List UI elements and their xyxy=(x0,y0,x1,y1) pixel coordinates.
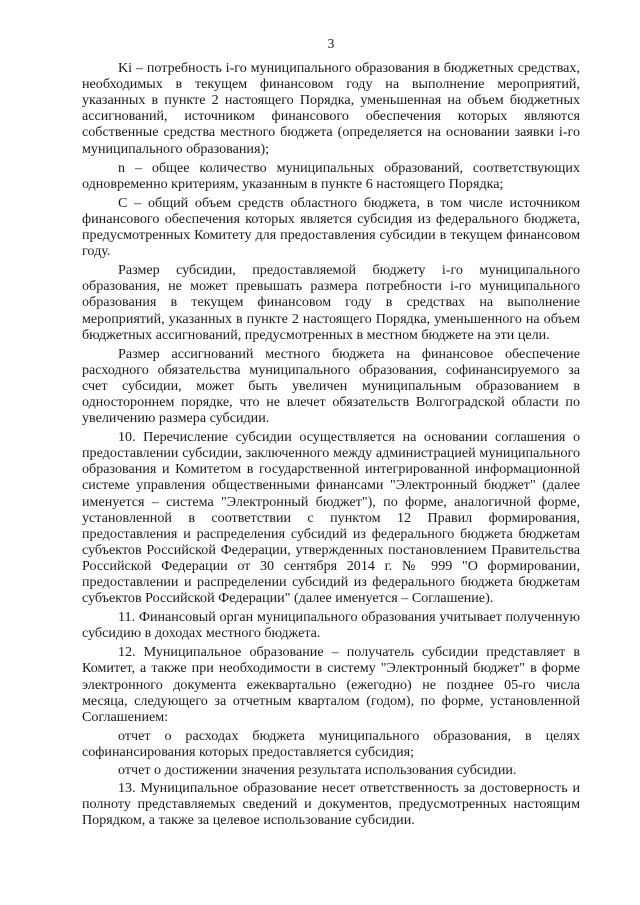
paragraph-ki-definition: Ki – потребность i-го муниципального образования в бюджетных средствах, необходимых в текущем финансовом году на выполнение мероприятий, указанных в пункте 2 настоящего Порядка, уменьшенная на объем бюджетных ассигнований, источником финансового обеспечения которых являются собственные средства местного бюджета (определяется на основании заявки i-го муниципального образования); xyxy=(82,60,580,157)
page-number: 3 xyxy=(327,36,335,51)
paragraph-c-definition: C – общий объем средств областного бюджета, в том числе источником финансового обеспечения которых является субсидия из федерального бюджета, предусмотренных Комитету для предоставления субсидии в текущем финансовом году. xyxy=(82,194,580,260)
paragraph-item-10: 10. Перечисление субсидии осуществляется на основании соглашения о предоставлении субсидии, заключенного между администрацией муниципального образования и Комитетом в государственной интегрированной информационной системе управления общественными финансами "Электронный бюджет" (далее именуется – система "Электронный бюджет"), по форме, аналогичной форме, установленной в соответствии с пунктом 12 Правил формирования, предоставления и распределения субсидий из федерального бюджета бюджетам субъектов Российской Федерации, утвержденных постановлением Правительства Российской Федерации от 30 сентября 2014 г. № 999 "О формировании, предоставлении и распределении субсидий из федерального бюджета бюджетам субъектов Российской Федерации" (далее именуется – Соглашение). xyxy=(82,429,580,607)
paragraph-item-13: 13. Муниципальное образование несет ответственность за достоверность и полноту представляемых сведений и документов, предусмотренных настоящим Порядком, а также за целевое использование субсидии. xyxy=(82,780,580,829)
paragraph-item-12: 12. Муниципальное образование – получатель субсидии представляет в Комитет, а также при необходимости в систему "Электронный бюджет" в форме электронного документа ежеквартально (ежегодно) не позднее 05-го числа месяца, следующего за отчетным кварталом (годом), по форме, установленной Соглашением: xyxy=(82,644,580,725)
paragraph-report-expenses: отчет о расходах бюджета муниципального образования, в целях софинансирования которых предоставляется субсидия; xyxy=(82,727,580,760)
paragraph-report-result: отчет о достижении значения результата использования субсидии. xyxy=(118,762,517,779)
paragraph-item-11: 11. Финансовый орган муниципального образования учитывает полученную субсидию в доходах местного бюджета. xyxy=(82,609,580,642)
paragraph-subsidy-size-limit: Размер субсидии, предоставляемой бюджету i-го муниципального образования, не может превышать размера потребности i-го муниципального образования в текущем финансовом году в средствах на выполнение мероприятий, указанных в пункте 2 настоящего Порядка, уменьшенного на объем бюджетных ассигнований, предусмотренных в местном бюджете на эти цели. xyxy=(82,262,580,343)
paragraph-n-definition: n – общее количество муниципальных образований, соответствующих одновременно критериям, указанным в пункте 6 настоящего Порядка; xyxy=(82,159,580,192)
paragraph-local-budget-increase: Размер ассигнований местного бюджета на финансовое обеспечение расходного обязательства муниципального образования, софинансируемого за счет субсидии, может быть увеличен муниципальным образованием в одностороннем порядке, что не влечет обязательств Волгоградской области по увеличению размера субсидии. xyxy=(82,345,580,427)
